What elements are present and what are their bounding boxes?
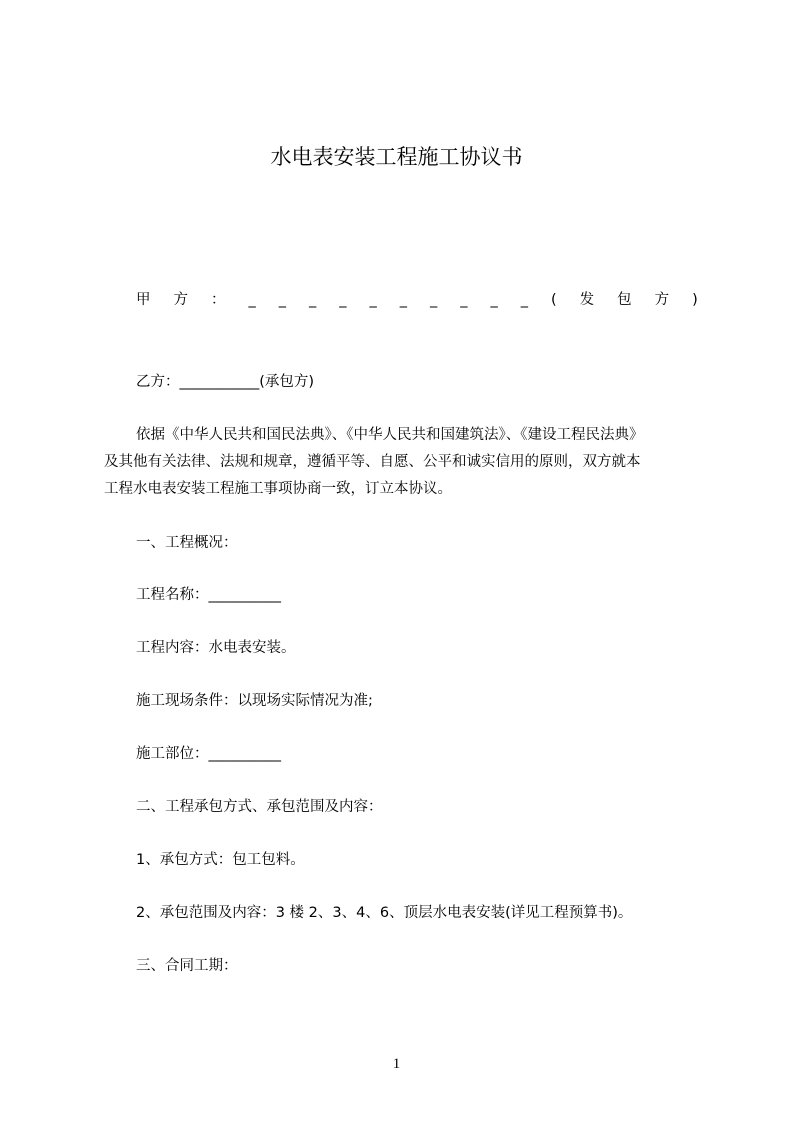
party-a-char: 包 — [617, 292, 632, 308]
construction-part-field: 施工部位：__________ — [136, 746, 281, 762]
party-a-blank: _ — [460, 292, 468, 308]
party-a-blank: _ — [490, 292, 498, 308]
party-b-line: 乙方：___________(承包方) — [136, 374, 315, 390]
party-a-char: ( — [551, 292, 557, 308]
party-a-line — [136, 290, 698, 310]
intro-paragraph-line: 工程水电表安装工程施工事项协商一致，订立本协议。 — [104, 481, 452, 497]
party-a-char: 方 — [173, 292, 188, 308]
intro-paragraph-line: 依据《中华人民共和国民法典》、《中华人民共和国建筑法》、《建设工程民法典》 — [136, 427, 644, 443]
party-a-blank: _ — [399, 292, 407, 308]
party-a-char: ) — [692, 292, 698, 308]
contract-scope-item: 2、承包范围及内容：3 楼 2、3、4、6、顶层水电表安装(详见工程预算书)。 — [136, 905, 633, 921]
intro-paragraph-line: 及其他有关法律、法规和规章，遵循平等、自愿、公平和诚实信用的原则，双方就本 — [104, 454, 641, 470]
party-a-blank: _ — [248, 292, 256, 308]
contract-method-item: 1、承包方式：包工包料。 — [136, 852, 305, 868]
party-a-blank: _ — [309, 292, 317, 308]
project-content-field: 工程内容：水电表安装。 — [136, 640, 296, 656]
party-a-char: 方 — [654, 292, 670, 308]
party-a-blank: _ — [430, 292, 438, 308]
site-conditions-field: 施工现场条件：以现场实际情况为准; — [136, 693, 373, 709]
party-a-blank: _ — [520, 292, 528, 308]
party-a-blank: _ — [278, 292, 286, 308]
section-3-heading: 三、合同工期： — [136, 958, 238, 974]
document-title: 水电表安装工程施工协议书 — [270, 145, 523, 169]
project-name-field: 工程名称：__________ — [136, 587, 281, 603]
party-a-char: 甲 — [136, 292, 151, 308]
party-a-blank: _ — [339, 292, 347, 308]
page-number: 1 — [392, 1056, 401, 1072]
party-a-char: 发 — [579, 292, 595, 308]
section-2-heading: 二、工程承包方式、承包范围及内容： — [136, 799, 383, 815]
party-a-blank: _ — [369, 292, 377, 308]
section-1-heading: 一、工程概况： — [136, 535, 238, 551]
party-a-char: ： — [211, 292, 226, 308]
